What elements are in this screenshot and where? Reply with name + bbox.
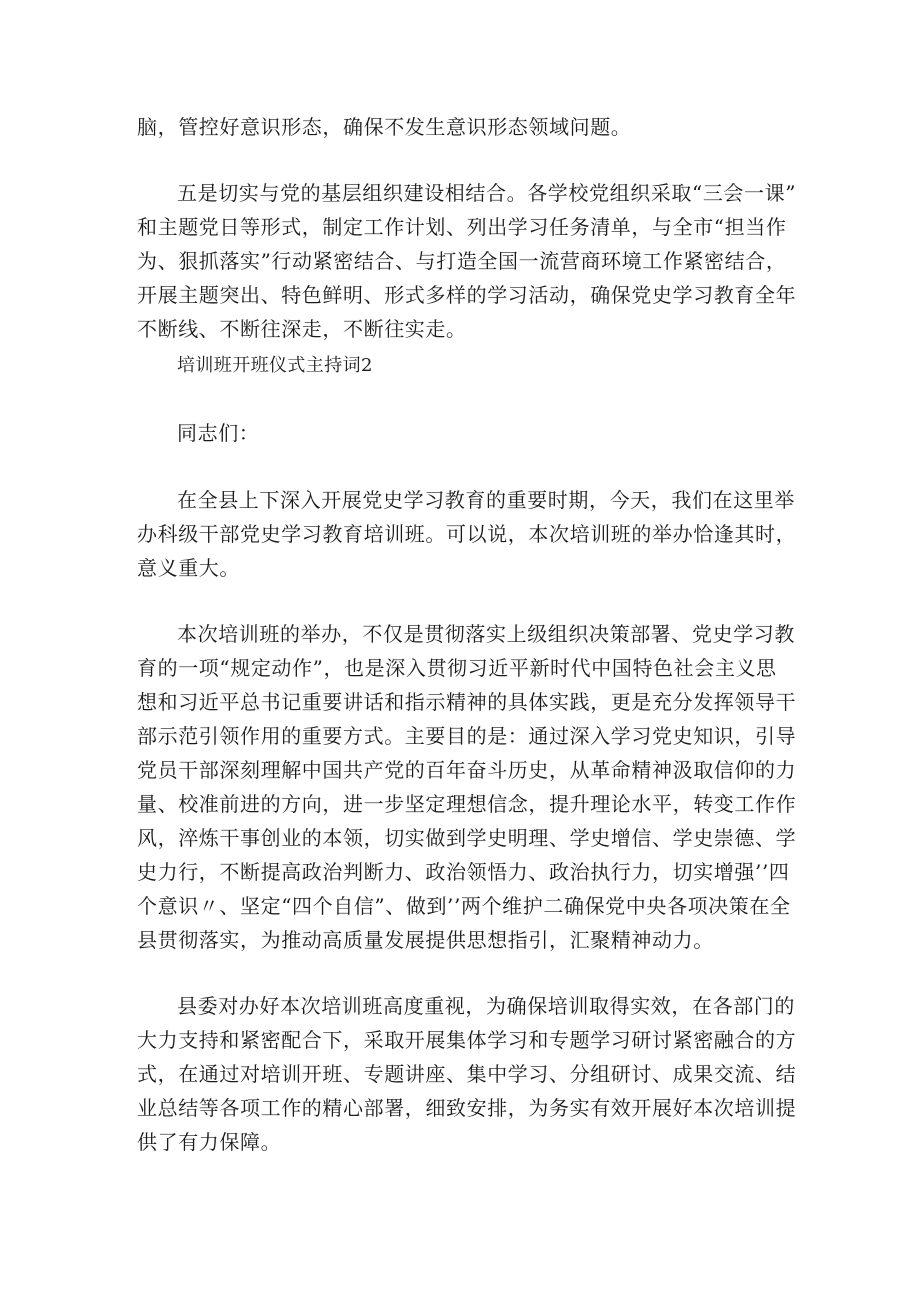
paragraph-purpose: 本次培训班的举办，不仅是贯彻落实上级组织决策部署、党史学习教 育的一项“规定动作”，也是深入贯彻习近平新时代中国特色社会主义思 想和习近平总书记重要讲话和指示精神的具体实践，更是充分发挥领导干 部示范引领作用的重要方式。主要目的是：通过深入学习党史知识，引导 党员干部深刻理解中国共产党的百年奋斗历史，从革命精神汲取信仰的力 量、校准前进的方向，进一步坚定理想信念，提升理论水平，转变工作作 风，淬炼干事创业的本领，切实做到学史明理、学史增信、学史崇德、学 史力行，不断提高政治判断力、政治领悟力、政治执行力，切实增强’’四 个意识〃、坚定“四个自信”、做到’’两个维护二确保党中央各项决策在全 县贯彻落实，为推动高质量发展提供思想指引，汇聚精神动力。 bbox=[137, 622, 797, 952]
paragraph-point-five: 五是切实与党的基层组织建设相结合。各学校党组织采取“三会一课” 和主题党日等形式，制定工作计划、列出学习任务清单，与全市“担当作 为、狠抓落实”行动紧密结合、与打造全国一流营商环境工作紧密结合， 开展主题突出、特色鲜明、形式多样的学习活动，确保党史学习教育全年 不断线、不断往深走，不断往实走。 bbox=[137, 181, 797, 341]
paragraph-arrangements: 县委对办好本次培训班高度重视，为确保培训取得实效，在各部门的 大力支持和紧密配合下，采取开展集体学习和专题学习研讨紧密融合的方 式，在通过对培训开班、专题讲座、集中学习、分组研讨、成果交流、结 业总结等各项工作的精心部署，细致安排，为务实有效开展好本次培训提 供了有力保障。 bbox=[137, 994, 797, 1154]
salutation: 同志们： bbox=[177, 421, 260, 445]
paragraph-opening: 在全县上下深入开展党史学习教育的重要时期，今天，我们在这里举 办科级干部党史学习教育培训班。可以说，本次培训班的举办恰逢其时， 意义重大。 bbox=[137, 488, 797, 580]
paragraph-continuation: 脑，管控好意识形态，确保不发生意识形态领域问题。 bbox=[137, 115, 632, 139]
document-title: 培训班开班仪式主持词2 bbox=[177, 355, 373, 376]
